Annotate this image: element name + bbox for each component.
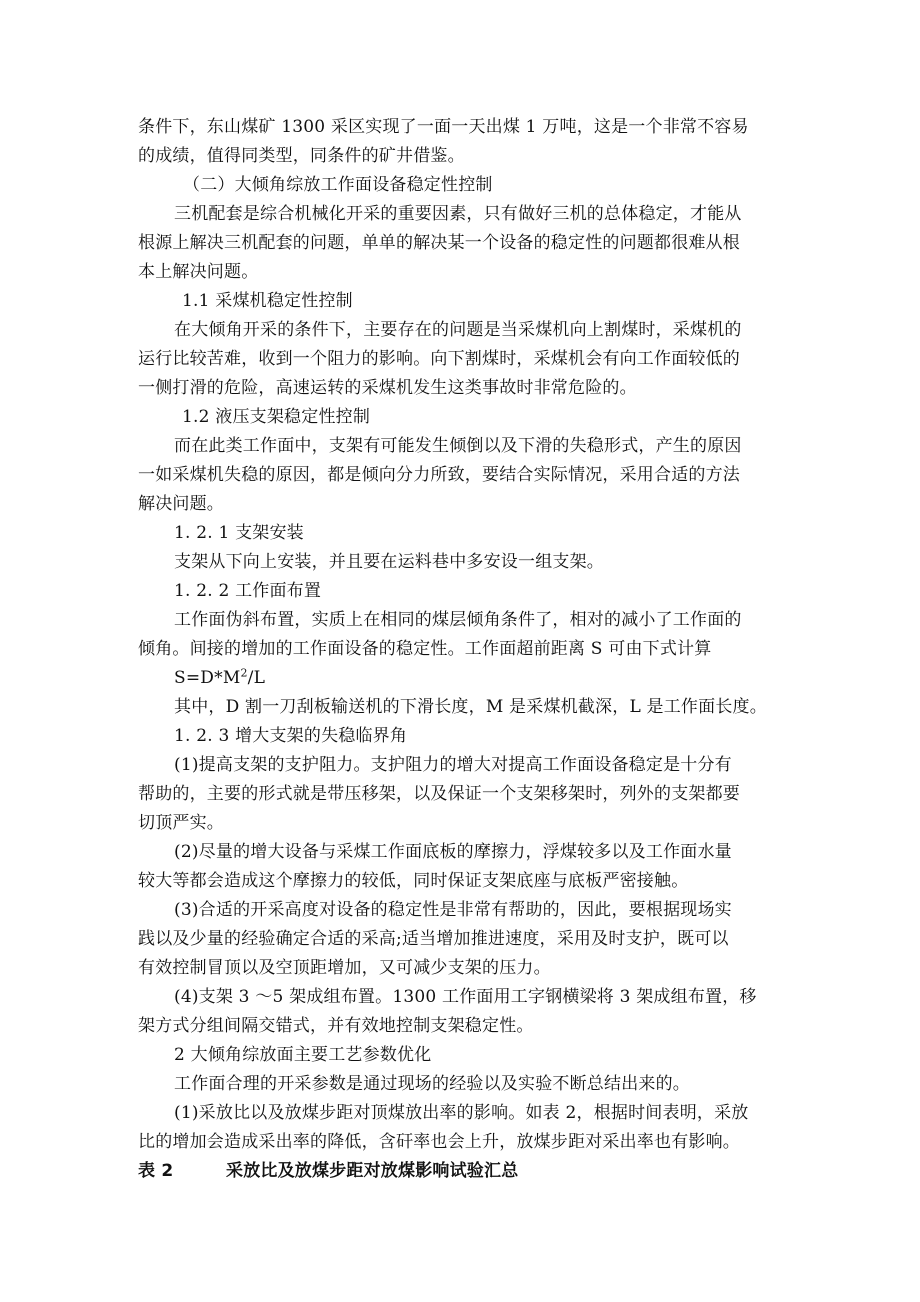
table-title: 采放比及放煤步距对放煤影响试验汇总 [226,1161,519,1181]
subsection-heading: 1.1 采煤机稳定性控制 [182,291,353,311]
subsection-heading: 1.2 液压支架稳定性控制 [182,407,371,427]
subsection-heading: 1. 2. 2 工作面布置 [174,581,322,601]
subsection-heading: 1. 2. 1 支架安装 [174,523,304,543]
body-text-line: 在大倾角开采的条件下，主要存在的问题是当采煤机向上割煤时，采煤机的 [174,320,742,340]
body-text-line: 运行比较苦难，收到一个阻力的影响。向下割煤时，采煤机会有向工作面较低的 [138,349,740,369]
body-text-line: 而在此类工作面中，支架有可能发生倾倒以及下滑的失稳形式，产生的原因 [174,436,742,456]
body-text-line: 有效控制冒顶以及空顶距增加，又可减少支架的压力。 [138,958,551,978]
body-text-line: (3)合适的开采高度对设备的稳定性是非常有帮助的，因此，要根据现场实 [174,900,732,920]
body-text-line: (4)支架 3 ～5 架成组布置。1300 工作面用工字钢横梁将 3 架成组布置，移 [174,987,757,1007]
body-text-line: (1)提高支架的支护阻力。支护阻力的增大对提高工作面设备稳定是十分有 [174,755,732,775]
section-heading: （二）大倾角综放工作面设备稳定性控制 [183,175,493,195]
formula-exponent: 2 [240,666,248,680]
body-text-line: 本上解决问题。 [138,262,259,282]
body-text-line: 三机配套是综合机械化开采的重要因素，只有做好三机的总体稳定，才能从 [174,204,742,224]
body-text-line: 帮助的，主要的形式就是带压移架，以及保证一个支架移架时，列外的支架都要 [138,784,740,804]
body-text-line: 践以及少量的经验确定合适的采高;适当增加推进速度，采用及时支护，既可以 [138,929,729,949]
body-text-line: 倾角。间接的增加的工作面设备的稳定性。工作面超前距离 S 可由下式计算 [138,639,712,659]
table-number: 表 2 [138,1161,174,1181]
body-text-line: 一侧打滑的危险，高速运转的采煤机发生这类事故时非常危险的。 [138,378,637,398]
body-text-line: (1)采放比以及放煤步距对顶煤放出率的影响。如表 2，根据时间表明，采放 [174,1103,749,1123]
body-text-line: (2)尽量的增大设备与采煤工作面底板的摩擦力，浮煤较多以及工作面水量 [174,842,732,862]
formula-tail: /L [247,668,266,688]
body-text-line: 工作面合理的开采参数是通过现场的经验以及实验不断总结出来的。 [174,1074,690,1094]
body-text-line: 支架从下向上安装，并且要在运料巷中多安设一组支架。 [174,552,604,572]
formula-main: S=D*M [174,668,241,688]
section-heading: 2 大倾角综放面主要工艺参数优化 [174,1045,432,1065]
body-text-line: 其中，D 割一刀刮板输送机的下滑长度，M 是采煤机截深，L 是工作面长度。 [174,697,767,717]
body-text-line: 架方式分组间隔交错式，并有效地控制支架稳定性。 [138,1016,534,1036]
subsection-heading: 1. 2. 3 增大支架的失稳临界角 [174,726,408,746]
formula-line [174,666,788,690]
body-text-line: 的成绩，值得同类型，同条件的矿井借鉴。 [138,146,465,166]
table-caption [138,1159,788,1183]
body-text-line: 解决问题。 [138,494,224,514]
body-text-line: 根源上解决三机配套的问题，单单的解决某一个设备的稳定性的问题都很难从根 [138,233,740,253]
body-text-line: 切顶严实。 [138,813,224,833]
body-text-line: 比的增加会造成采出率的降低，含矸率也会上升，放煤步距对采出率也有影响。 [138,1132,740,1152]
body-text-line: 工作面伪斜布置，实质上在相同的煤层倾角条件了，相对的减小了工作面的 [174,610,742,630]
body-text-line: 条件下，东山煤矿 1300 采区实现了一面一天出煤 1 万吨，这是一个非常不容易 [138,117,749,137]
body-text-line: 一如采煤机失稳的原因，都是倾向分力所致，要结合实际情况，采用合适的方法 [138,465,740,485]
body-text-line: 较大等都会造成这个摩擦力的较低，同时保证支架底座与底板严密接触。 [138,871,689,891]
